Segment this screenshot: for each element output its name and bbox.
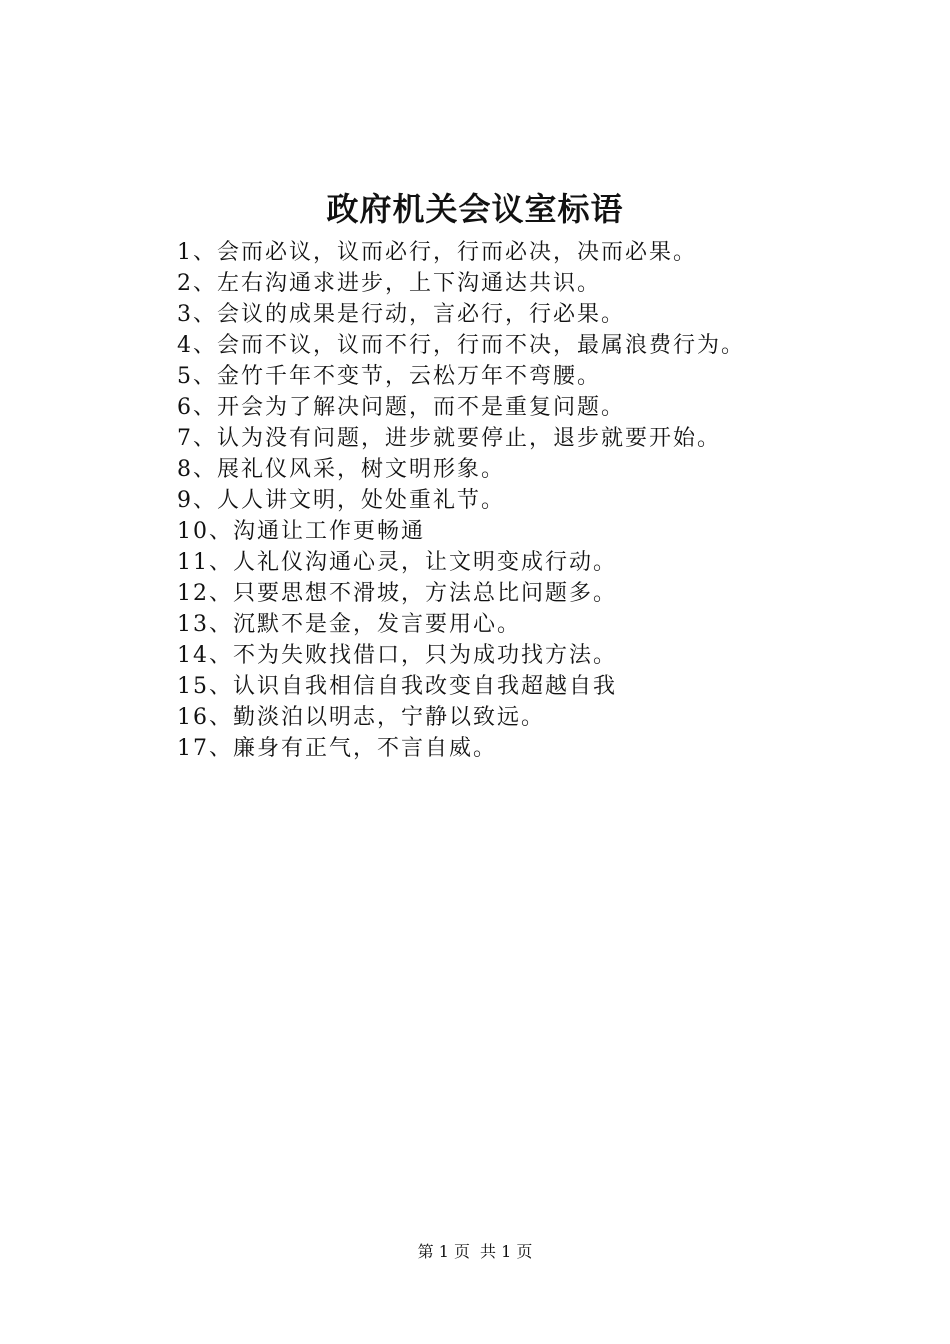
page-footer: [0, 1240, 950, 1264]
list-item: 3、会议的成果是行动，言必行，行必果。: [177, 302, 625, 327]
list-item: 11、人礼仪沟通心灵，让文明变成行动。: [177, 550, 617, 575]
list-item: 13、沉默不是金，发言要用心。: [177, 612, 521, 637]
list-item: 2、左右沟通求进步，上下沟通达共识。: [177, 271, 601, 296]
list-item: 15、认识自我相信自我改变自我超越自我: [177, 674, 617, 699]
list-item: 12、只要思想不滑坡，方法总比问题多。: [177, 581, 617, 606]
slogan-list: [177, 237, 745, 764]
list-item: 10、沟通让工作更畅通: [177, 519, 425, 544]
list-item: 1、会而必议，议而必行，行而必决，决而必果。: [177, 240, 697, 265]
page-total: 共 1 页: [480, 1242, 533, 1261]
list-item: 5、金竹千年不变节，云松万年不弯腰。: [177, 364, 601, 389]
list-item: 4、会而不议，议而不行，行而不决，最属浪费行为。: [177, 333, 745, 358]
list-item: 16、勤淡泊以明志，宁静以致远。: [177, 705, 545, 730]
list-item: 8、展礼仪风采，树文明形象。: [177, 457, 505, 482]
document-title: 政府机关会议室标语: [326, 190, 624, 228]
list-item: 9、人人讲文明，处处重礼节。: [177, 488, 505, 513]
list-item: 14、不为失败找借口，只为成功找方法。: [177, 643, 617, 668]
list-item: 17、廉身有正气，不言自威。: [177, 736, 497, 761]
page-number: 第 1 页: [417, 1242, 470, 1261]
list-item: 7、认为没有问题，进步就要停止，退步就要开始。: [177, 426, 721, 451]
list-item: 6、开会为了解决问题，而不是重复问题。: [177, 395, 625, 420]
